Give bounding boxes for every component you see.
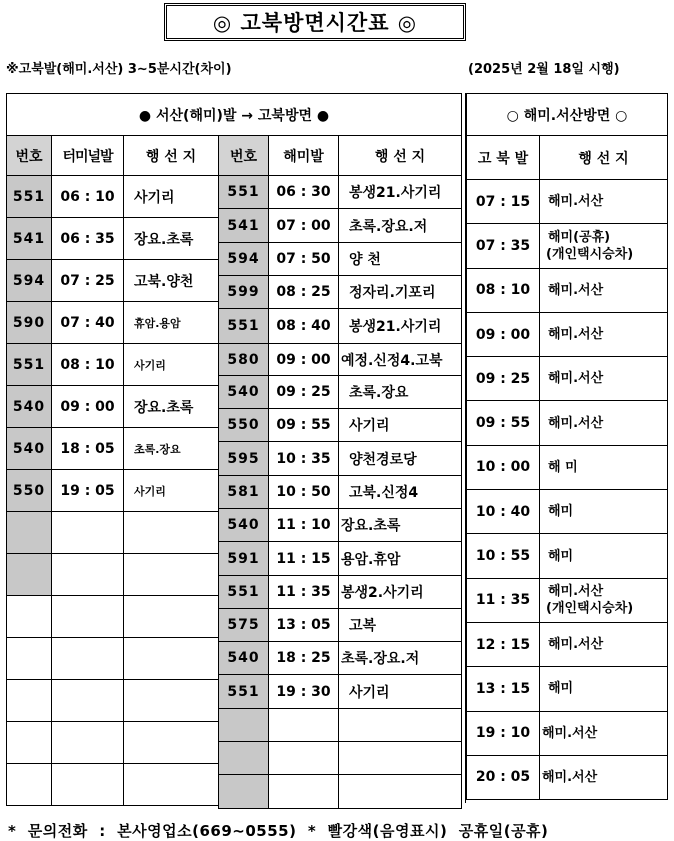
empty-number-cell	[7, 722, 52, 764]
destination	[540, 401, 668, 445]
destination: 양천경로당	[339, 442, 462, 476]
departure-time: 08 : 10	[52, 344, 124, 386]
empty-cell	[339, 775, 462, 809]
destination	[540, 755, 668, 799]
empty-number-cell	[219, 775, 269, 809]
destination: 사기리	[339, 409, 462, 442]
empty-cell	[269, 775, 339, 809]
bus-number: 551	[7, 344, 52, 386]
departure-time: 10 : 50	[269, 476, 339, 509]
departure-time: 18 : 05	[52, 428, 124, 470]
departure-time: 13 : 15	[467, 667, 540, 711]
empty-number-cell	[7, 512, 52, 554]
table-row	[467, 312, 668, 356]
destination: 고북.신정4	[339, 476, 462, 509]
destination: 고북.양천	[124, 260, 219, 302]
destination-note: (개인택시승차)	[546, 601, 634, 617]
destination	[540, 667, 668, 711]
departure-time: 06 : 35	[52, 218, 124, 260]
empty-cell	[124, 638, 219, 680]
bus-number: 551	[219, 576, 269, 609]
empty-cell	[124, 764, 219, 806]
destination	[540, 180, 668, 224]
col-header-number-b: 번호	[219, 136, 269, 176]
empty-cell	[269, 709, 339, 742]
empty-number-cell	[7, 554, 52, 596]
col-header-destination-a: 행 선 지	[124, 136, 219, 176]
empty-number-cell	[7, 596, 52, 638]
table-row	[467, 268, 668, 312]
departure-time: 07 : 25	[52, 260, 124, 302]
departure-time: 10 : 40	[467, 490, 540, 534]
destination-line: 해미	[548, 681, 574, 697]
destination-line: 해미.서산	[548, 415, 604, 431]
departure-time: 11 : 10	[269, 509, 339, 542]
col-header-gobuk-depart: 고 북 발	[467, 136, 540, 180]
departure-time: 20 : 05	[467, 755, 540, 799]
destination: 초록.장요	[339, 376, 462, 409]
table-row	[7, 176, 462, 209]
departure-time: 07 : 35	[467, 224, 540, 268]
empty-number-cell	[219, 742, 269, 775]
table-row	[467, 534, 668, 578]
destination-line: 해미.서산	[542, 725, 598, 741]
departure-time: 11 : 35	[467, 578, 540, 622]
gobuk-direction-heading: ● 서산(해미)발 → 고북방면 ●	[7, 94, 462, 136]
destination: 초록.장요.저	[339, 209, 462, 243]
table-row	[467, 578, 668, 622]
empty-number-cell	[7, 764, 52, 806]
destination: 봉생2.사기리	[339, 576, 462, 609]
departure-time: 11 : 35	[269, 576, 339, 609]
bus-number: 540	[219, 509, 269, 542]
destination	[540, 578, 668, 622]
destination: 초록.장요.저	[339, 642, 462, 675]
empty-cell	[124, 554, 219, 596]
bus-number: 580	[219, 344, 269, 376]
destination: 장요.초록	[339, 509, 462, 542]
departure-time: 10 : 55	[467, 534, 540, 578]
table-row	[467, 711, 668, 755]
empty-cell	[269, 742, 339, 775]
destination: 사기리	[339, 675, 462, 709]
bus-number: 540	[7, 428, 52, 470]
bus-number: 550	[7, 470, 52, 512]
departure-time: 19 : 10	[467, 711, 540, 755]
departure-time: 07 : 50	[269, 243, 339, 276]
table-row	[467, 445, 668, 489]
destination: 초록.장요	[124, 428, 219, 470]
table-row	[467, 401, 668, 445]
bus-number: 541	[219, 209, 269, 243]
destination-note: (개인택시승차)	[546, 246, 634, 262]
departure-time: 08 : 25	[269, 276, 339, 309]
destination: 용암.휴암	[339, 542, 462, 576]
departure-time: 19 : 05	[52, 470, 124, 512]
table-row	[467, 755, 668, 799]
bus-number: 551	[219, 675, 269, 709]
departure-time: 06 : 30	[269, 176, 339, 209]
table-row	[467, 622, 668, 666]
bus-number: 590	[7, 302, 52, 344]
effective-date: (2025년 2월 18일 시행)	[468, 62, 620, 77]
departure-time: 08 : 10	[467, 268, 540, 312]
bus-number: 594	[7, 260, 52, 302]
departure-time: 09 : 55	[269, 409, 339, 442]
empty-cell	[124, 680, 219, 722]
col-header-destination-b: 행 선 지	[339, 136, 462, 176]
destination-line: 해미(공휴)	[548, 229, 611, 245]
empty-number-cell	[219, 709, 269, 742]
destination	[540, 534, 668, 578]
destination-line: 해미	[548, 504, 574, 520]
destination	[540, 445, 668, 489]
departure-time: 18 : 25	[269, 642, 339, 675]
bus-number: 595	[219, 442, 269, 476]
empty-cell	[124, 722, 219, 764]
gobuk-direction-table	[6, 93, 462, 809]
destination: 휴암.용암	[124, 302, 219, 344]
bus-number: 540	[7, 386, 52, 428]
empty-number-cell	[7, 638, 52, 680]
destination: 고복	[339, 609, 462, 642]
departure-time: 09 : 25	[467, 357, 540, 401]
empty-cell	[339, 742, 462, 775]
destination-line: 해미	[548, 548, 574, 564]
departure-time: 12 : 15	[467, 622, 540, 666]
empty-cell	[52, 680, 124, 722]
empty-cell	[124, 512, 219, 554]
empty-cell	[124, 596, 219, 638]
col-header-destination-r: 행 선 지	[540, 136, 668, 180]
departure-time: 06 : 10	[52, 176, 124, 218]
table-row	[467, 490, 668, 534]
destination	[540, 711, 668, 755]
bus-number: 551	[219, 176, 269, 209]
destination-line: 해미.서산	[548, 371, 604, 387]
destination-line: 해미.서산	[542, 769, 598, 785]
departure-time: 09 : 55	[467, 401, 540, 445]
bus-number: 550	[219, 409, 269, 442]
bus-number: 575	[219, 609, 269, 642]
departure-time: 07 : 15	[467, 180, 540, 224]
destination: 봉생21.사기리	[339, 309, 462, 344]
destination: 양 천	[339, 243, 462, 276]
page-title: ◎ 고북방면시간표 ◎	[164, 3, 466, 41]
interval-note: ※고북발(해미.서산) 3∼5분시간(차이)	[6, 62, 232, 77]
bus-number: 541	[7, 218, 52, 260]
destination: 사기리	[124, 344, 219, 386]
destination: 장요.초록	[124, 218, 219, 260]
departure-time: 09 : 00	[269, 344, 339, 376]
empty-cell	[52, 722, 124, 764]
col-header-terminal-depart: 터미널발	[52, 136, 124, 176]
destination-line: 해 미	[548, 459, 578, 475]
destination-line: 해미.서산	[548, 584, 604, 600]
destination	[540, 357, 668, 401]
destination	[540, 268, 668, 312]
destination: 봉생21.사기리	[339, 176, 462, 209]
bus-number: 581	[219, 476, 269, 509]
bus-number: 551	[219, 309, 269, 344]
bus-number: 594	[219, 243, 269, 276]
departure-time: 09 : 00	[52, 386, 124, 428]
destination-line: 해미.서산	[548, 637, 604, 653]
destination: 사기리	[124, 470, 219, 512]
destination	[540, 312, 668, 356]
departure-time: 13 : 05	[269, 609, 339, 642]
empty-cell	[52, 596, 124, 638]
departure-time: 07 : 00	[269, 209, 339, 243]
destination	[540, 622, 668, 666]
bus-number: 540	[219, 642, 269, 675]
destination: 장요.초록	[124, 386, 219, 428]
departure-time: 10 : 00	[467, 445, 540, 489]
departure-time: 19 : 30	[269, 675, 339, 709]
destination-line: 해미.서산	[548, 194, 604, 210]
bus-number: 591	[219, 542, 269, 576]
departure-time: 09 : 00	[467, 312, 540, 356]
table-row	[7, 344, 462, 376]
destination-line: 해미.서산	[548, 282, 604, 298]
bus-number: 540	[219, 376, 269, 409]
departure-time: 11 : 15	[269, 542, 339, 576]
departure-time: 07 : 40	[52, 302, 124, 344]
bus-number: 599	[219, 276, 269, 309]
col-header-number-a: 번호	[7, 136, 52, 176]
bus-number: 551	[7, 176, 52, 218]
table-row	[467, 357, 668, 401]
empty-cell	[339, 709, 462, 742]
destination	[540, 224, 668, 268]
destination-line: 해미.서산	[548, 327, 604, 343]
empty-cell	[52, 638, 124, 680]
departure-time: 09 : 25	[269, 376, 339, 409]
destination: 사기리	[124, 176, 219, 218]
departure-time: 08 : 40	[269, 309, 339, 344]
col-header-haemi-depart: 해미발	[269, 136, 339, 176]
table-row	[467, 180, 668, 224]
table-divider	[461, 93, 466, 803]
empty-cell	[52, 764, 124, 806]
empty-number-cell	[7, 680, 52, 722]
empty-cell	[52, 554, 124, 596]
table-row	[467, 224, 668, 268]
destination: 예정.신정4.고북	[339, 344, 462, 376]
destination: 정자리.기포리	[339, 276, 462, 309]
haemi-direction-heading: ○ 해미.서산방면 ○	[467, 94, 668, 136]
contact-footer: * 문의전화 : 본사영업소(669∼0555) * 빨강색(음영표시) 공휴일(공휴)	[8, 822, 549, 840]
destination	[540, 490, 668, 534]
table-row	[467, 667, 668, 711]
empty-cell	[52, 512, 124, 554]
haemi-seosan-direction-table	[466, 93, 668, 800]
departure-time: 10 : 35	[269, 442, 339, 476]
